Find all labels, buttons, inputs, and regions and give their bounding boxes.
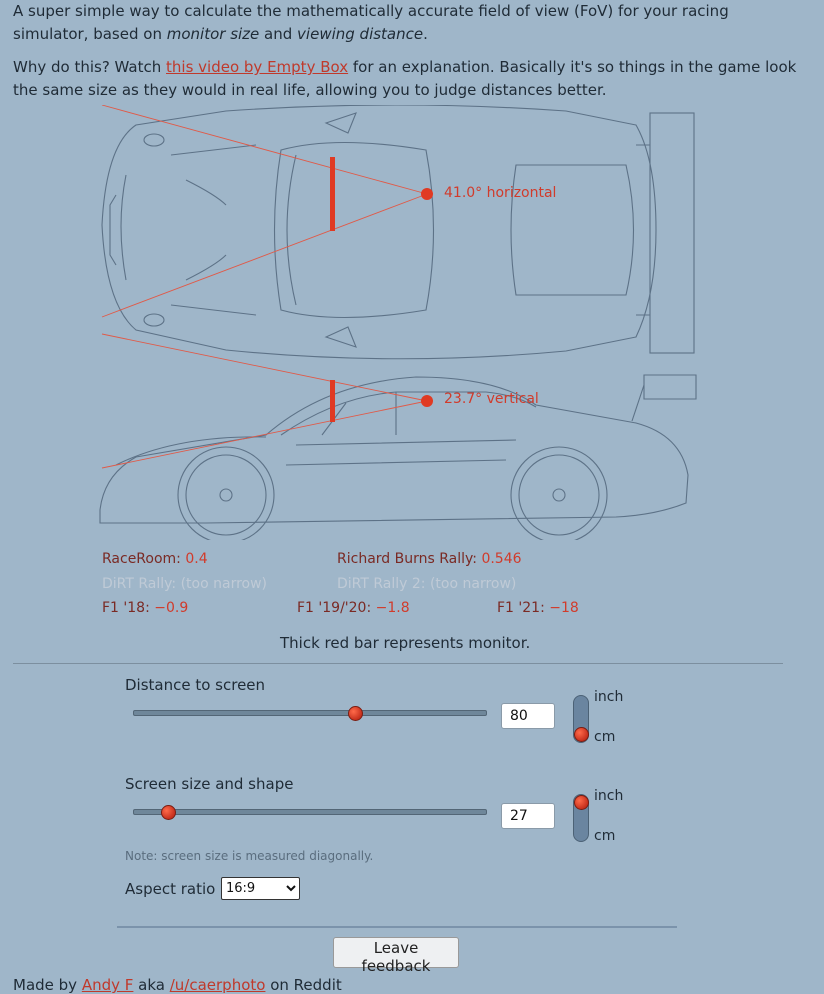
game-f1-18 [102,600,188,616]
vertical-fov-label: 23.7° vertical [444,391,539,407]
footer-text: aka [133,976,170,994]
game-value: 0.4 [185,551,208,567]
monitor-bar-side [330,380,335,422]
monitor-note: Thick red bar represents monitor. [280,634,531,652]
aspect-ratio-select[interactable] [221,877,300,900]
intro-text: A super simple way to calculate the mathematically accurate field of view (FoV) for your racing simulator, based on [13,2,729,43]
game-name: F1 '18: [102,600,155,616]
intro-paragraph-2 [13,56,803,102]
intro-text: Why do this? Watch [13,58,167,76]
game-richard-burns-rally [337,551,522,567]
divider [117,926,677,928]
eye-point-top [421,188,433,200]
game-name: DiRT Rally 2: [337,576,430,592]
screen-size-slider-thumb[interactable] [161,805,176,820]
aspect-ratio-label: Aspect ratio [125,880,216,898]
car-top-view [102,105,694,359]
distance-unit-inch[interactable]: inch [594,689,624,705]
game-value: 0.546 [481,551,522,567]
intro-emphasis-monitor-size: monitor size [166,25,260,43]
footer-text: on Reddit [265,976,342,994]
footer-text: Made by [13,976,82,994]
distance-unit-knob[interactable] [574,727,589,742]
footer [13,976,342,994]
screen-size-label: Screen size and shape [125,775,294,793]
monitor-bar-top [330,157,335,231]
game-name: DiRT Rally: [102,576,181,592]
distance-unit-toggle[interactable] [573,695,589,743]
author-link[interactable]: Andy F [81,976,134,994]
game-name: Richard Burns Rally: [337,551,482,567]
distance-unit-cm[interactable]: cm [594,729,616,745]
horizontal-fov-label: 41.0° horizontal [444,185,557,201]
intro-text: for an explanation. Basically it's so things in the game look the same size as they would in real life, allowing you to judge distances better. [13,58,797,99]
game-dirt-rally [102,576,267,592]
game-f1-19-20 [297,600,410,616]
intro-text: . [423,25,428,43]
game-dirt-rally-2 [337,576,516,592]
screen-unit-cm[interactable]: cm [594,828,616,844]
car-side-view [100,375,696,540]
screen-unit-toggle[interactable] [573,794,589,842]
intro-text: and [259,25,298,43]
leave-feedback-button[interactable]: Leave feedback [333,937,459,968]
game-value: (too narrow) [180,576,268,592]
game-value: −0.9 [154,600,189,616]
screen-size-slider[interactable] [133,809,487,815]
intro-paragraph-1 [13,0,803,46]
fov-lines [102,105,427,468]
empty-box-video-link[interactable]: this video by Empty Box [166,58,349,76]
screen-unit-knob[interactable] [574,795,589,810]
game-value: −18 [549,600,579,616]
game-name: F1 '21: [497,600,550,616]
distance-slider[interactable] [133,710,487,716]
eye-point-side [421,395,433,407]
distance-label: Distance to screen [125,676,266,694]
game-raceroom [102,551,208,567]
screen-unit-inch[interactable]: inch [594,788,624,804]
intro [13,0,803,112]
game-f1-21 [497,600,579,616]
screen-size-note: Note: screen size is measured diagonally. [125,849,374,863]
screen-size-input[interactable] [501,803,555,829]
game-value: −1.8 [375,600,410,616]
reddit-user-link[interactable]: /u/caerphoto [169,976,266,994]
distance-input[interactable] [501,703,555,729]
game-name: RaceRoom: [102,551,186,567]
distance-slider-thumb[interactable] [348,706,363,721]
divider [13,663,783,664]
game-value: (too narrow) [429,576,517,592]
game-name: F1 '19/'20: [297,600,376,616]
car-diagram [96,105,700,540]
intro-emphasis-viewing-distance: viewing distance [297,25,424,43]
